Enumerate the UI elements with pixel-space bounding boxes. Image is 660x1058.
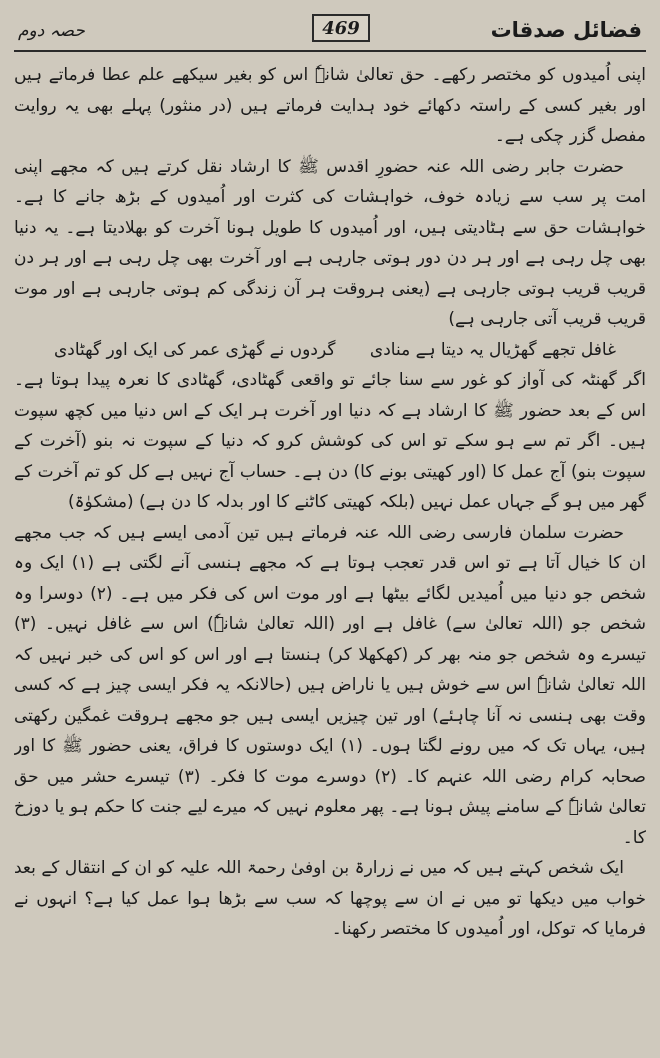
paragraph-continuation: اپنی اُمیدوں کو مختصر رکھے۔ حق تعالیٰ شانہٗ اس کو بغیر سیکھے علم عطا فرماتے ہیں اور بغیر کسی کے راستہ دکھائے خود ہدایت فرماتے ہیں (در منثور) پہلے بھی یہ روایت مفصل گزر چکی ہے۔: [14, 65, 646, 146]
page-header: [0, 0, 660, 60]
header-divider: [14, 50, 646, 52]
couplet-second-half: گردوں نے گھڑی عمر کی ایک اور گھٹادی: [54, 339, 336, 360]
page-body: [14, 60, 646, 1050]
paragraph-clock-explanation: اگر گھنٹہ کی آواز کو غور سے سنا جائے تو واقعی گھٹادی، گھٹادی کا نعرہ پیدا ہوتا ہے۔ اس کے بعد حضور ﷺ کا ارشاد ہے کہ دنیا اور آخرت ہر ایک کے اس دنیا میں کچھ سپوت ہیں۔ اگر تم سے ہو سکے تو اس کی کوشش کرو کہ دنیا کے سپوت نہ بنو (آخرت کے سپوت بنو) آج عمل کا (اور کھیتی بونے کا) دن ہے۔ حساب آج نہیں ہے کل کو تم آخرت کے گھر میں ہو گے جہاں عمل نہیں (بلکہ کھیتی کاٹنے کا اور بدلہ کا دن ہے) (مشکوٰۃ): [14, 370, 646, 512]
poetry-couplet: [14, 335, 646, 366]
page-number: 469: [312, 14, 370, 42]
section-label: حصہ دوم: [18, 21, 85, 41]
couplet-first-half: غافل تجھے گھڑیال یہ دیتا ہے منادی: [369, 339, 616, 360]
paragraph-hadith-jabir: حضرت جابر رضی اللہ عنہ حضورِ اقدس ﷺ کا ارشاد نقل کرتے ہیں کہ مجھے اپنی امت پر سب سے زیادہ خوف، خواہشات کی کثرت اور اُمیدوں کے بڑھ جانے کا ہے۔ خواہشات حق سے ہٹادیتی ہیں، اور اُمیدوں کا طویل ہونا آخرت کو بھلادیتا ہے۔ یہ دنیا بھی چل رہی ہے اور ہر دن دور ہوتی جارہی ہے اور آخرت بھی چل رہی ہے اور ہر دن قریب قریب ہوتی جارہی ہے (یعنی ہروقت ہر آن زندگی کم ہوتی جارہی ہے اور موت قریب قریب آتی جارہی ہے): [14, 156, 646, 329]
paragraph-salman-farsi: حضرت سلمان فارسی رضی اللہ عنہ فرماتے ہیں تین آدمی ایسے ہیں کہ جب مجھے ان کا خیال آتا ہے تو اس قدر تعجب ہوتا ہے کہ مجھے ہنسی آنے لگتی ہے (۱) ایک وہ شخص جو دنیا میں اُمیدیں لگائے بیٹھا ہے اور موت اس کی فکر میں ہے۔ (۲) دوسرا وہ شخص جو (اللہ تعالیٰ سے) غافل ہے اور (اللہ تعالیٰ شانہٗ) اس سے غافل نہیں۔ (۳) تیسرے وہ شخص جو منہ بھر کر (کھکھلا کر) ہنستا ہے اور اس کو اس کی خبر نہیں کہ اللہ تعالیٰ شانہٗ اس سے خوش ہیں یا ناراض ہیں (حالانکہ یہ فکر ایسی چیز ہے کہ کسی وقت بھی ہنسی نہ آنا چاہئے) اور تین چیزیں ایسی ہیں جو مجھے ہروقت غمگین رکھتی ہیں، یہاں تک کہ میں رونے لگتا ہوں۔ (۱) ایک دوستوں کا فراق، یعنی حضور ﷺ کا اور صحابہ کرام رضی اللہ عنہم کا۔ (۲) دوسرے موت کا فکر۔ (۳) تیسرے حشر میں حق تعالیٰ شانہٗ کے سامنے پیش ہونا ہے۔ پھر معلوم نہیں کہ میرے لیے جنت کا حکم ہو یا دوزخ کا۔: [14, 522, 646, 848]
paragraph-zurara-dream: ایک شخص کہتے ہیں کہ میں نے زرارۃ بن اوفیٰ رحمۃ اللہ علیہ کو ان کے انتقال کے بعد خواب میں دیکھا تو میں نے ان سے پوچھا کہ سب سے بڑھا ہوا عمل کیا ہے؟ انہوں نے فرمایا کہ توکل، اور اُمیدوں کا مختصر رکھنا۔: [14, 858, 646, 939]
book-title: فضائل صدقات: [490, 18, 642, 42]
